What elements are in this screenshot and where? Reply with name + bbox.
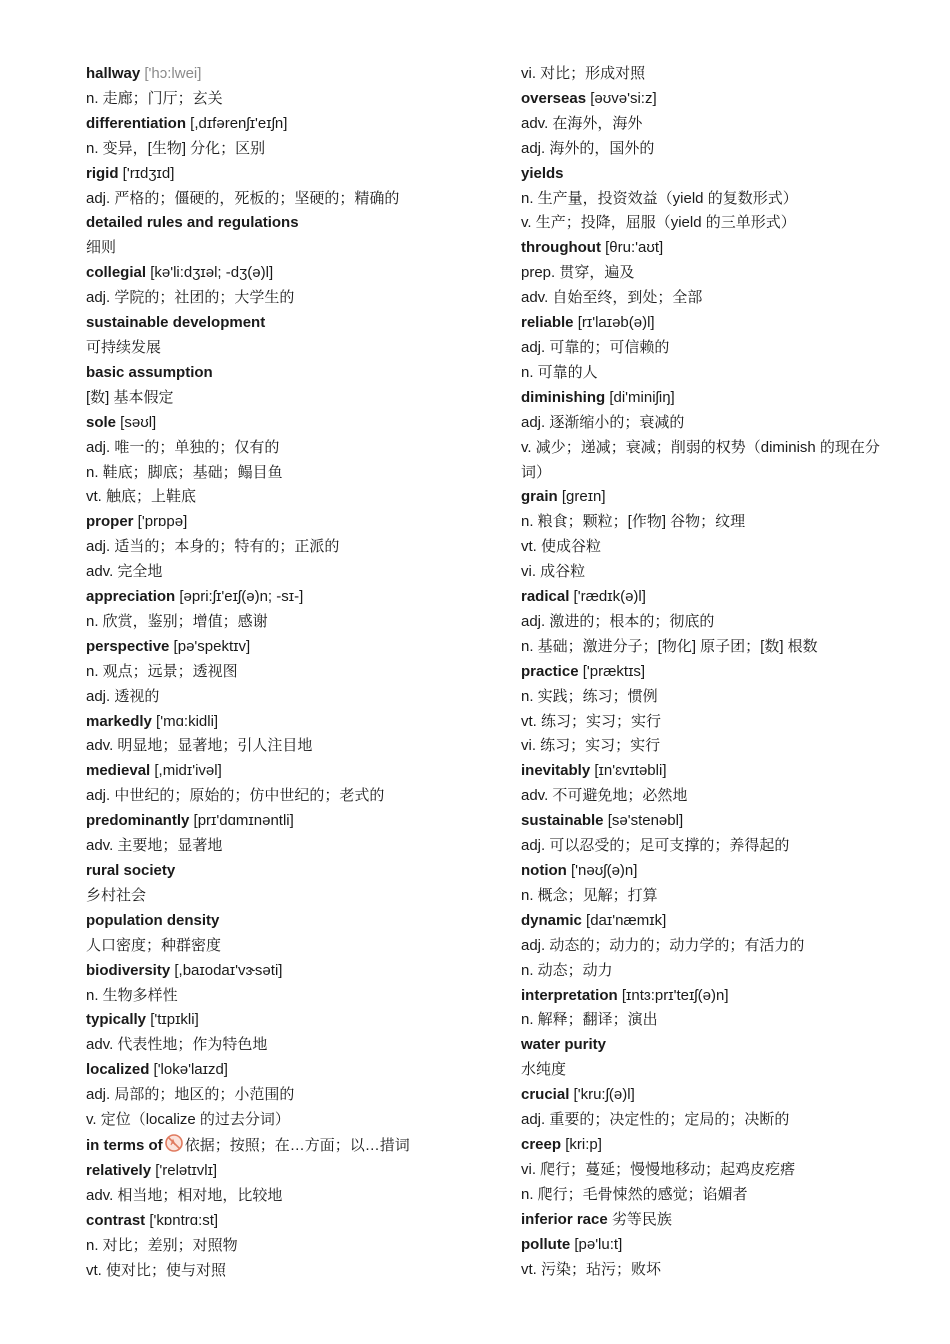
definition-line: 细则 (86, 239, 117, 257)
definition-line: v. 生产；投降，屈服（yield 的三单形式） (521, 214, 796, 232)
definition-line: n. 走廊；门厅；玄关 (86, 89, 223, 107)
pronunciation: [pə'spektɪv] (169, 637, 251, 655)
definition-line: adj. 海外的，国外的 (521, 139, 655, 157)
headword: throughout (521, 239, 601, 257)
definition-line: adv. 在海外，海外 (521, 114, 643, 132)
pronunciation: ['rɪdʒɪd] (118, 164, 175, 182)
definition-line: vi. 练习；实习；实行 (521, 737, 661, 755)
headword: rigid (86, 164, 119, 182)
definition-line: n. 生产量，投资效益（yield 的复数形式） (521, 189, 798, 207)
entry-radical (521, 585, 896, 610)
definition-line: v. 减少；递减；衰减；削弱的权势（diminish 的现在分词） (521, 438, 880, 481)
headword: crucial (521, 1086, 570, 1104)
pronunciation: [ɪn'ɛvɪtəbli] (590, 762, 667, 780)
entry-dynamic (521, 909, 896, 934)
no-symbol-icon (164, 1133, 184, 1153)
headword: grain (521, 488, 558, 506)
pronunciation: [greɪn] (557, 488, 606, 506)
entry-collegial (86, 261, 496, 286)
headword: sustainable (521, 812, 604, 830)
definition-line: v. 定位（localize 的过去分词） (86, 1111, 290, 1129)
headword: typically (86, 1011, 147, 1029)
definition-line: vt. 使对比；使与对照 (86, 1261, 227, 1279)
entry-perspective (86, 635, 496, 660)
definition-line: adj. 严格的；僵硬的，死板的；坚硬的；精确的 (86, 189, 400, 207)
entry-predominantly (86, 809, 496, 834)
pronunciation: [,midɪ'ivəl] (150, 762, 222, 780)
definition-line: adj. 可靠的；可信赖的 (521, 338, 670, 356)
entry-reliable (521, 311, 896, 336)
definition-line: adv. 明显地；显著地；引人注目地 (86, 737, 313, 755)
definition-line: vi. 对比；形成对照 (521, 65, 646, 82)
definition-line: n. 概念；见解；打算 (521, 886, 658, 904)
definition-line: vt. 触底；上鞋底 (86, 488, 197, 506)
entry-inferior-race (521, 1208, 896, 1233)
headword: pollute (521, 1235, 571, 1253)
definition-line: n. 鞋底；脚底；基础；鳎目鱼 (86, 463, 283, 481)
definition-line: adv. 相当地；相对地，比较地 (86, 1186, 283, 1204)
definition-line: adj. 局部的；地区的；小范围的 (86, 1086, 295, 1104)
entry-appreciation (86, 585, 496, 610)
pronunciation: ['mɑ:kidli] (151, 712, 219, 730)
definition-line: vt. 练习；实习；实行 (521, 712, 662, 730)
entry-sustainable-development (86, 311, 496, 336)
pronunciation: [kri:p] (561, 1135, 602, 1153)
headword: detailed rules and regulations (86, 214, 299, 232)
headword: markedly (86, 712, 152, 730)
headword: population density (86, 911, 220, 929)
inline-definition: 劣等民族 (607, 1210, 672, 1228)
headword: diminishing (521, 388, 606, 406)
headword: appreciation (86, 588, 176, 606)
definition-line: vt. 使成谷粒 (521, 538, 602, 556)
definition-line: adv. 代表性地；作为特色地 (86, 1036, 268, 1054)
entry-pollute (521, 1233, 896, 1258)
entry-basic-assumption (86, 361, 496, 386)
definition-line: n. 实践；练习；惯例 (521, 687, 658, 705)
entry-overseas (521, 87, 896, 112)
headword: basic assumption (86, 363, 213, 381)
entry-relatively (86, 1159, 496, 1184)
entry-inevitably (521, 759, 896, 784)
entry-interpretation (521, 984, 896, 1009)
pronunciation: ['prɒpə] (133, 513, 188, 531)
entry-differentiation (86, 112, 496, 137)
pronunciation: ['præktɪs] (578, 662, 646, 680)
definition-line: 可持续发展 (86, 338, 162, 356)
inline-definition: 依据；按照；在…方面；以…措词 (184, 1136, 410, 1154)
pronunciation: [daɪ'næmɪk] (581, 911, 667, 929)
entry-practice (521, 660, 896, 685)
definition-line: 人口密度；种群密度 (86, 936, 222, 954)
pronunciation: [prɪ'dɑmɪnəntli] (189, 812, 294, 830)
headword: sustainable development (86, 314, 266, 332)
entry-rural-society (86, 859, 496, 884)
headword: proper (86, 513, 134, 531)
headword: biodiversity (86, 961, 171, 979)
definition-line: n. 基础；激进分子；[物化] 原子团；[数] 根数 (521, 637, 818, 655)
definition-line: adj. 中世纪的；原始的；仿中世纪的；老式的 (86, 787, 385, 805)
definition-line: adv. 自始至终，到处；全部 (521, 289, 703, 307)
entry-contrast (86, 1209, 496, 1234)
entry-biodiversity (86, 959, 496, 984)
left-column (86, 62, 496, 1283)
headword: inferior race (521, 1210, 608, 1228)
pronunciation: ['kru:ʃ(ə)l] (569, 1086, 635, 1104)
pronunciation: ['hɔ:lwei] (140, 65, 202, 82)
right-column (521, 62, 896, 1282)
headword: yields (521, 164, 564, 182)
headword: medieval (86, 762, 151, 780)
definition-line: vi. 爬行；蔓延；慢慢地移动；起鸡皮疙瘩 (521, 1160, 796, 1178)
pronunciation: ['rædɪk(ə)l] (569, 588, 646, 606)
entry-typically (86, 1008, 496, 1033)
definition-line: [数] 基本假定 (86, 388, 174, 406)
definition-line: n. 欣赏，鉴别；增值；感谢 (86, 612, 268, 630)
definition-line: 水纯度 (521, 1061, 567, 1079)
pronunciation: ['relətɪvlɪ] (151, 1161, 218, 1179)
headword: water purity (521, 1036, 607, 1054)
definition-line: vt. 污染；玷污；败坏 (521, 1260, 662, 1278)
definition-line: prep. 贯穿，遍及 (521, 264, 635, 282)
definition-line: n. 可靠的人 (521, 363, 598, 381)
entry-proper (86, 510, 496, 535)
pronunciation: [əʊvə'si:z] (586, 89, 657, 107)
headword: in terms of (86, 1136, 163, 1154)
headword: dynamic (521, 911, 582, 929)
headword: notion (521, 862, 567, 879)
entry-detailed-rules-and-regulations (86, 211, 496, 236)
pronunciation: [pə'lu:t] (570, 1235, 623, 1253)
entry-creep (521, 1133, 896, 1158)
entry-throughout (521, 236, 896, 261)
headword: interpretation (521, 986, 618, 1004)
definition-line: adj. 激进的；根本的；彻底的 (521, 612, 715, 630)
headword: collegial (86, 264, 147, 282)
definition-line: adj. 唯一的；单独的；仅有的 (86, 438, 280, 456)
entry-hallway (86, 62, 496, 87)
headword: reliable (521, 314, 574, 332)
definition-line: n. 观点；远景；透视图 (86, 662, 238, 680)
headword: relatively (86, 1161, 152, 1179)
pronunciation: [kə'li:dʒɪəl; -dʒ(ə)l] (146, 264, 274, 282)
entry-localized (86, 1058, 496, 1083)
headword: differentiation (86, 114, 186, 132)
entry-markedly (86, 710, 496, 735)
pronunciation: ['kɒntrɑ:st] (145, 1211, 219, 1229)
headword: inevitably (521, 762, 591, 780)
entry-medieval (86, 759, 496, 784)
entry-grain (521, 485, 896, 510)
headword: practice (521, 662, 579, 680)
entry-sole (86, 411, 496, 436)
definition-line: adj. 动态的；动力的；动力学的；有活力的 (521, 936, 805, 954)
entry-sustainable (521, 809, 896, 834)
headword: rural society (86, 862, 176, 879)
headword: hallway (86, 65, 141, 82)
definition-line: adj. 适当的；本身的；特有的；正派的 (86, 538, 340, 556)
definition-line: adv. 完全地 (86, 563, 163, 581)
entry-in-terms-of (86, 1133, 496, 1159)
headword: predominantly (86, 812, 190, 830)
definition-line: n. 粮食；颗粒；[作物] 谷物；纹理 (521, 513, 746, 531)
headword: overseas (521, 89, 587, 107)
headword: localized (86, 1061, 150, 1079)
entry-diminishing (521, 386, 896, 411)
headword: creep (521, 1135, 562, 1153)
definition-line: adj. 重要的；决定性的；定局的；决断的 (521, 1111, 790, 1129)
definition-line: n. 动态；动力 (521, 961, 613, 979)
pronunciation: ['nəʊʃ(ə)n] (566, 862, 638, 879)
entry-water-purity (521, 1033, 896, 1058)
pronunciation: ['tɪpɪkli] (146, 1011, 199, 1029)
headword: radical (521, 588, 570, 606)
pronunciation: [rɪ'laɪəb(ə)l] (573, 314, 655, 332)
definition-line: adj. 透视的 (86, 687, 160, 705)
entry-notion (521, 859, 896, 884)
headword: contrast (86, 1211, 146, 1229)
pronunciation: [sə'stenəbl] (603, 812, 684, 830)
pronunciation: [ɪntɜ:prɪ'teɪʃ(ə)n] (617, 986, 729, 1004)
definition-line: n. 对比；差别；对照物 (86, 1236, 238, 1254)
entry-yields (521, 162, 896, 187)
definition-line: n. 生物多样性 (86, 986, 178, 1004)
definition-line: 乡村社会 (86, 886, 147, 904)
definition-line: adv. 主要地；显著地 (86, 837, 223, 855)
definition-line: adv. 不可避免地；必然地 (521, 787, 688, 805)
entry-crucial (521, 1083, 896, 1108)
entry-population-density (86, 909, 496, 934)
pronunciation: [,baɪodaɪ'vɝsəti] (170, 961, 283, 979)
definition-line: adj. 学院的；社团的；大学生的 (86, 289, 295, 307)
headword: perspective (86, 637, 170, 655)
pronunciation: [səʊl] (116, 413, 157, 431)
definition-line: adj. 逐渐缩小的；衰减的 (521, 413, 685, 431)
pronunciation: [θru:'aʊt] (600, 239, 664, 257)
definition-line: adj. 可以忍受的；足可支撑的；养得起的 (521, 837, 790, 855)
headword: sole (86, 413, 117, 431)
pronunciation: [,dɪfərenʃɪ'eɪʃn] (186, 114, 288, 132)
pronunciation: [di'miniʃiŋ] (605, 388, 675, 406)
definition-line: vi. 成谷粒 (521, 563, 586, 581)
definition-line: n. 解释；翻译；演出 (521, 1011, 658, 1029)
definition-line: n. 变异，[生物] 分化；区别 (86, 139, 266, 157)
pronunciation: ['lokə'laɪzd] (149, 1061, 228, 1079)
definition-line: n. 爬行；毛骨悚然的感觉；谄媚者 (521, 1185, 748, 1203)
pronunciation: [əpri:ʃɪ'eɪʃ(ə)n; -sɪ-] (175, 588, 304, 606)
entry-rigid (86, 162, 496, 187)
